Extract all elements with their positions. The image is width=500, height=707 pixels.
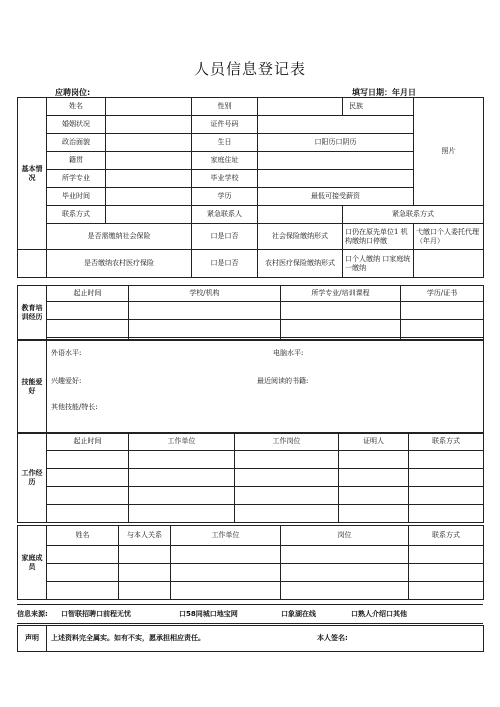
gender-field[interactable]	[258, 98, 343, 116]
marital-field[interactable]	[106, 116, 192, 134]
ethnicity-label: 民族	[343, 98, 414, 116]
emergency-contact-label: 紧急联系方式	[343, 206, 484, 224]
table-row[interactable]	[18, 320, 484, 338]
social-ins-label: 是否需缴纳社会保险	[47, 224, 192, 250]
table-row[interactable]	[18, 546, 484, 564]
reading-label: 最近阅读的书籍:	[257, 377, 309, 385]
family-section-label: 家庭成员	[18, 526, 47, 600]
native-field[interactable]	[106, 152, 192, 170]
family-col-name: 姓名	[47, 526, 119, 546]
address-field[interactable]	[258, 152, 414, 170]
native-label: 籍贯	[47, 152, 106, 170]
table-row[interactable]	[18, 487, 484, 505]
basic-section-label: 基本情况	[18, 98, 47, 250]
table-row[interactable]	[18, 505, 484, 523]
date-label: 填写日期：年月日	[352, 88, 416, 97]
major-field[interactable]	[106, 170, 192, 188]
rural-option[interactable]: 口个人缴纳 口家庭统一缴纳	[343, 250, 414, 278]
grad-time-label: 毕业时间	[47, 188, 106, 206]
family-col-company: 工作单位	[171, 526, 281, 546]
education-section-label: 教育培训经历	[18, 286, 47, 340]
source-option-xianghu[interactable]: 口象湖在线	[281, 610, 316, 618]
table-row[interactable]	[18, 469, 484, 487]
source-table	[17, 604, 483, 624]
calendar-choice[interactable]: 口阳历口阴历	[258, 134, 414, 152]
rural-ins-yesno[interactable]: 口是口否	[192, 250, 258, 278]
family-col-contact: 联系方式	[409, 526, 484, 546]
declaration-table	[17, 625, 484, 652]
social-ins-form-label: 社会保险缴纳形式	[258, 224, 343, 250]
skills-section-label: 技能爱好	[18, 341, 47, 434]
table-row[interactable]	[18, 582, 484, 600]
family-table	[17, 525, 484, 600]
name-field[interactable]	[106, 98, 192, 116]
source-option-referral[interactable]: 口熟人介绍口其他	[351, 610, 407, 618]
address-label: 家庭住址	[192, 152, 258, 170]
grad-time-field[interactable]	[106, 188, 192, 206]
work-col-contact: 联系方式	[409, 433, 484, 451]
photo-box[interactable]: 照片	[414, 98, 484, 206]
table-row[interactable]	[18, 451, 484, 469]
work-col-company: 工作单位	[129, 433, 235, 451]
name-label: 姓名	[47, 98, 106, 116]
hobby-label: 兴趣爱好:	[51, 377, 82, 385]
source-label: 信息来源:	[17, 610, 48, 618]
source-option-zhilian[interactable]: 口智联招聘口前程无忧	[61, 610, 131, 618]
social-option-b[interactable]: 弋缴口个人委托代理 （年月）	[414, 224, 484, 250]
signature-label[interactable]: 本人签名:	[317, 634, 348, 642]
skills-table	[17, 340, 484, 434]
edu-col-school: 学校/机构	[129, 286, 281, 302]
language-label: 外语水平:	[51, 349, 82, 357]
rural-ins-label: 是否缴纳农村医疗保险	[47, 250, 192, 278]
school-field[interactable]	[258, 170, 414, 188]
basic-info-table	[17, 97, 484, 278]
rural-ins-form-label: 农村医疗保险缴纳形式	[258, 250, 343, 278]
edu-col-major: 所学专业/培训课程	[281, 286, 401, 302]
social-option-a[interactable]: 口仍在原先单位1 机构缴纳口停缴	[343, 224, 414, 250]
other-skill-label: 其他技能/特长:	[51, 403, 98, 411]
declaration-text: 上述资料完全属实。如有不实，愿承担相应责任。	[51, 634, 205, 642]
political-field[interactable]	[106, 134, 192, 152]
emergency-label: 紧急联系人	[192, 206, 258, 224]
id-field[interactable]	[258, 116, 414, 134]
computer-label: 电脑水平:	[273, 349, 304, 357]
min-salary-label: 最低可接受薪资	[258, 188, 414, 206]
family-col-position: 岗位	[281, 526, 409, 546]
degree-label: 学历	[192, 188, 258, 206]
work-col-position: 工作岗位	[235, 433, 339, 451]
education-table	[17, 285, 484, 340]
source-option-58[interactable]: 口58同城口地宝网	[179, 610, 238, 618]
edu-col-degree: 学历/证书	[401, 286, 484, 302]
contact-label: 联系方式	[47, 206, 106, 224]
edu-col-time: 起止时间	[47, 286, 129, 302]
school-label: 毕业学校	[192, 170, 258, 188]
work-table	[17, 432, 484, 523]
work-section-label: 工作经历	[18, 433, 47, 523]
page-title: 人员信息登记表	[193, 60, 306, 78]
political-label: 政治面貌	[47, 134, 106, 152]
contact-field[interactable]	[106, 206, 192, 224]
position-label: 应聘岗位:	[55, 88, 91, 97]
table-row[interactable]	[18, 564, 484, 582]
table-row[interactable]	[18, 302, 484, 320]
gender-label: 性别	[192, 98, 258, 116]
work-col-reference: 证明人	[339, 433, 409, 451]
birth-label: 生日	[192, 134, 258, 152]
marital-label: 婚姻状况	[47, 116, 106, 134]
work-col-time: 起止时间	[47, 433, 129, 451]
id-label: 证件号码	[192, 116, 258, 134]
declaration-label: 声明	[18, 626, 47, 652]
major-label: 所学专业	[47, 170, 106, 188]
emergency-field[interactable]	[258, 206, 343, 224]
social-ins-yesno[interactable]: 口是口否	[192, 224, 258, 250]
family-col-relation: 与本人关系	[119, 526, 171, 546]
